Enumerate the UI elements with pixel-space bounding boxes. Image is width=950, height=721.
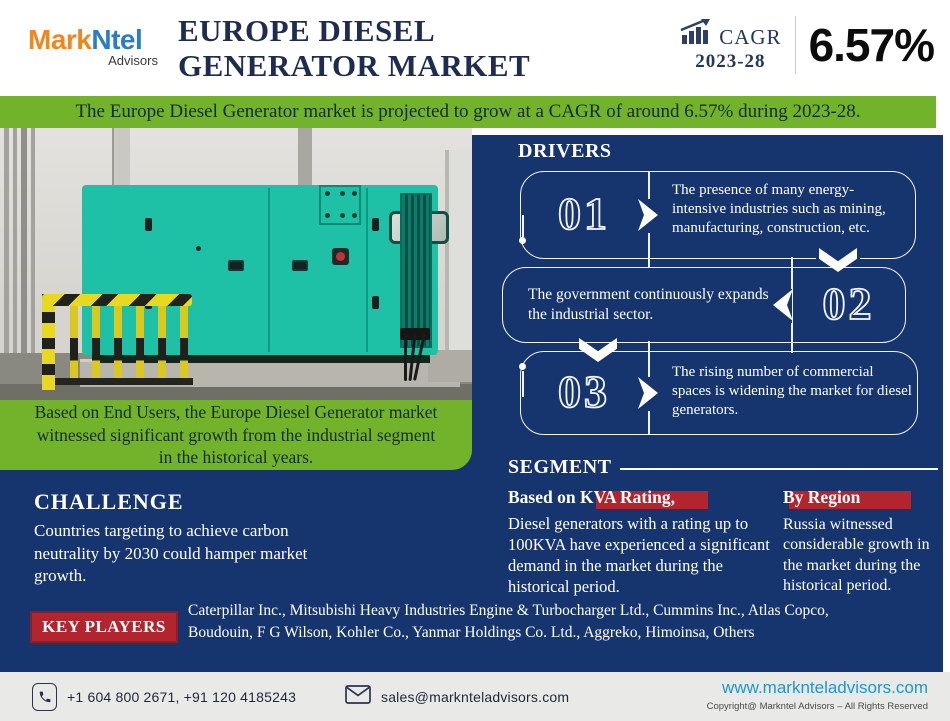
safety-railing-top xyxy=(42,294,192,306)
cagr-left xyxy=(679,18,781,73)
segment-column-kva xyxy=(508,487,778,597)
bolt-detail xyxy=(352,191,357,196)
key-players-badge xyxy=(30,611,178,643)
segment-region-text: Russia witnessed considerable growth in the market during the historical period. xyxy=(783,516,930,595)
wall-pipe xyxy=(13,128,17,353)
driver-3-text: The rising number of commercial spaces is widening the market for diesel generators. xyxy=(672,364,912,419)
segment-heading-line xyxy=(620,468,938,470)
footer-phone xyxy=(32,672,296,721)
bolt-detail xyxy=(325,213,330,218)
footer-copyright: Copyright@ Markntel Advisors – All Rights Reserved xyxy=(706,701,928,712)
wall-duct xyxy=(112,128,130,188)
title-line-1: EUROPE DIESEL xyxy=(178,13,436,48)
connector-dot xyxy=(519,363,526,370)
segment-region-title: By Region xyxy=(783,487,950,511)
safety-railing-bar xyxy=(158,306,166,382)
cagr-label: CAGR xyxy=(719,24,782,49)
segment-heading: SEGMENT xyxy=(508,456,612,478)
footer-right xyxy=(707,678,928,712)
bolt-detail xyxy=(352,213,357,218)
hinge-detail xyxy=(372,218,379,231)
generator-photo xyxy=(0,128,472,400)
connector-stem xyxy=(522,371,524,397)
wall-pipe xyxy=(21,128,27,353)
cagr-value: 6.57% xyxy=(808,19,934,71)
cagr-period: 2023-28 xyxy=(695,50,766,72)
safety-railing-bar xyxy=(180,306,188,382)
headline-banner xyxy=(0,96,936,128)
end-users-caption-box xyxy=(0,400,472,470)
bar-chart-growth-icon xyxy=(679,18,713,50)
hinge-detail xyxy=(145,218,152,231)
safety-railing-bar xyxy=(70,306,78,382)
footer-website-link[interactable]: www.marknteladvisors.com xyxy=(722,678,928,697)
driver-3-number: 03 xyxy=(558,366,610,417)
bolt-detail xyxy=(340,191,345,196)
wall-pipe xyxy=(31,128,35,353)
bolt-detail xyxy=(325,191,330,196)
segment-kva-text: Diesel generators with a rating up to 100KVA have experienced a significant demand in the market during the historical period. xyxy=(508,514,770,597)
segment-column-region xyxy=(783,487,950,597)
key-players-companies: Caterpillar Inc., Mitsubishi Heavy Industries Engine & Turbocharger Ltd., Cummins Inc., Atlas Copco, Boudouin, F G Wilson, Kohler Co., Yanmar Holdings Co. Ltd., Aggreko, Himoinsa, Others xyxy=(188,602,829,642)
driver-2-text: The government continuously expands the industrial sector. xyxy=(528,286,769,323)
envelope-icon xyxy=(345,685,371,709)
latch-detail xyxy=(228,260,244,271)
challenge-heading: CHALLENGE xyxy=(34,489,184,514)
wall-stripe xyxy=(298,128,312,190)
end-users-caption-text: Based on End Users, the Europe Diesel Generator market witnessed significant growth from the industrial segment in the historical years. xyxy=(34,401,438,468)
brand-emblem-dot xyxy=(336,252,345,261)
driver-2-number: 02 xyxy=(822,278,875,329)
phone-icon xyxy=(32,683,57,711)
footer xyxy=(0,672,950,721)
headline-banner-text: The Europe Diesel Generator market is projected to grow at a CAGR of around 6.57% during 2023-28. xyxy=(75,101,861,122)
panel-seam xyxy=(366,188,368,352)
logo-wordmark xyxy=(28,24,158,56)
safety-railing-bar xyxy=(136,306,144,382)
footer-phone-text[interactable]: +1 604 800 2671, +91 120 4185243 xyxy=(67,688,297,705)
drivers-segment-panel xyxy=(480,135,943,672)
header-divider xyxy=(795,16,796,74)
safety-railing-bar xyxy=(92,306,100,382)
bolt-detail xyxy=(196,246,201,251)
key-players-label: KEY PLAYERS xyxy=(42,617,166,636)
latch-detail xyxy=(292,260,308,271)
drivers-heading: DRIVERS xyxy=(518,140,612,162)
safety-railing-bottom xyxy=(55,378,193,385)
safety-railing-post xyxy=(42,294,55,390)
wall-pipe xyxy=(4,128,9,353)
logo-part-mark: Mark xyxy=(28,24,92,55)
markntel-logo xyxy=(28,24,158,68)
challenge-text: Countries targeting to achieve carbon neutrality by 2030 could hamper market growth. xyxy=(34,521,308,586)
power-cable xyxy=(404,333,407,381)
vent-grille xyxy=(400,193,432,348)
footer-email xyxy=(345,672,569,721)
driver-1-number: 01 xyxy=(558,188,610,239)
hinge-detail xyxy=(372,296,379,309)
cagr-block xyxy=(679,16,934,74)
connector-stem xyxy=(522,215,524,237)
page-title xyxy=(178,13,530,83)
footer-email-text[interactable]: sales@marknteladvisors.com xyxy=(381,688,570,705)
logo-part-ntel: Ntel xyxy=(91,24,143,55)
connector-dot xyxy=(519,237,526,244)
panel-seam xyxy=(268,188,270,352)
bolt-detail xyxy=(340,213,345,218)
logo-subtitle: Advisors xyxy=(108,53,158,68)
facility-door xyxy=(445,150,472,368)
segment-kva-title: Based on KVA Rating, xyxy=(508,487,778,511)
safety-railing-bar xyxy=(114,306,122,382)
header xyxy=(0,0,950,96)
driver-1-text: The presence of many energy-intensive industries such as mining, manufacturing, construction, etc. xyxy=(672,182,886,237)
title-line-2: GENERATOR MARKET xyxy=(178,48,531,84)
